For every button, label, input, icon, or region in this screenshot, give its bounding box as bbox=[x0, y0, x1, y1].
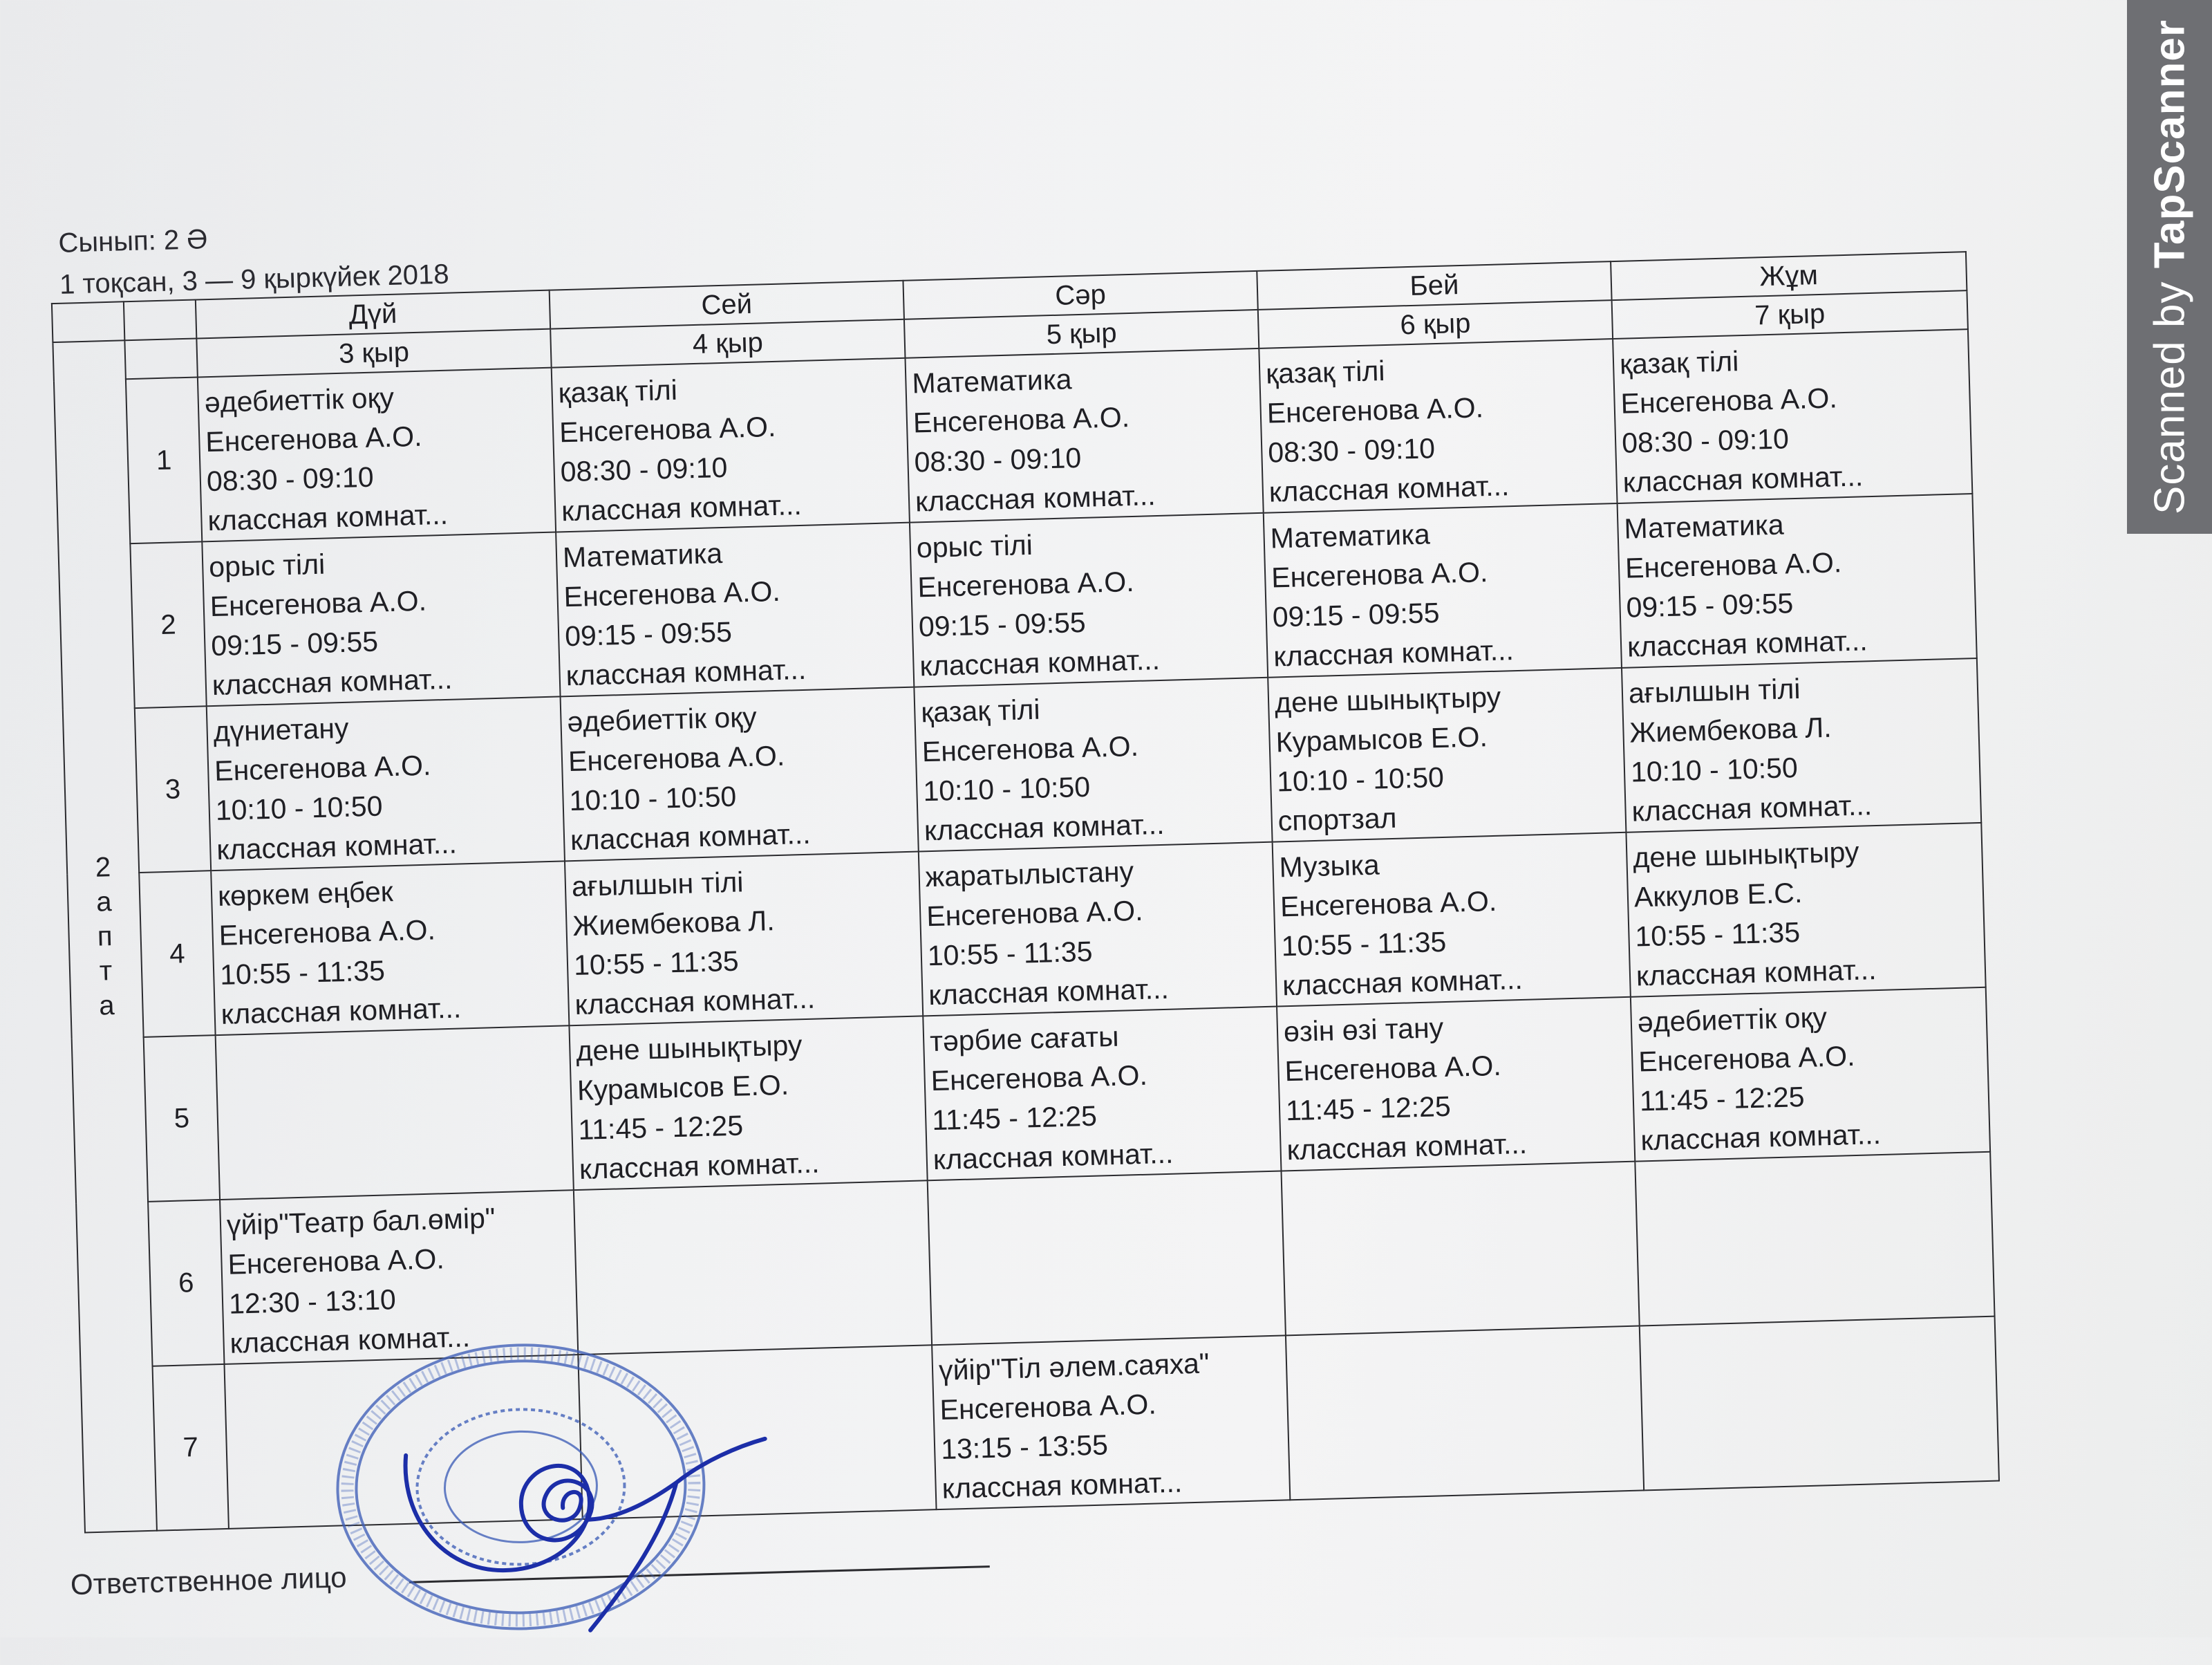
lesson-time: 10:55 - 11:35 bbox=[1281, 925, 1447, 962]
handwritten-signature bbox=[375, 1341, 784, 1643]
empty-lesson-cell bbox=[1635, 1152, 1994, 1326]
lesson-time: 10:55 - 11:35 bbox=[1634, 916, 1801, 953]
lesson-room: классная комнат... bbox=[924, 808, 1165, 847]
lesson-teacher: Енсегенова А.О. bbox=[926, 894, 1143, 933]
period-label: 1 тоқсан, 3 — 9 қыркүйек 2018 bbox=[59, 259, 450, 300]
lesson-time: 09:15 - 09:55 bbox=[564, 615, 733, 653]
lesson-subject: дене шынықтыру bbox=[575, 1029, 803, 1068]
lesson-time: 08:30 - 09:10 bbox=[560, 451, 728, 488]
lesson-room: классная комнат... bbox=[561, 488, 803, 528]
lesson-block bbox=[932, 1336, 1289, 1509]
lesson-cell-wed bbox=[905, 348, 1263, 523]
lesson-block bbox=[570, 1016, 926, 1189]
lesson-room: классная комнат... bbox=[932, 1137, 1174, 1176]
lesson-subject: қазақ тілі bbox=[558, 373, 678, 409]
week-label-char: а bbox=[95, 886, 113, 918]
lesson-cell-thu bbox=[1273, 832, 1631, 1007]
lesson-teacher: Енсегенова А.О. bbox=[568, 739, 785, 778]
lesson-room: классная комнат... bbox=[1282, 962, 1524, 1002]
lesson-teacher: Енсегенова А.О. bbox=[559, 410, 776, 449]
lesson-time: 11:45 - 12:25 bbox=[577, 1109, 744, 1146]
lesson-room: классная комнат... bbox=[1635, 954, 1877, 992]
lesson-block bbox=[1268, 669, 1625, 841]
lesson-teacher: Енсегенова А.О. bbox=[563, 575, 781, 613]
lesson-block bbox=[552, 359, 909, 532]
lesson-teacher: Енсегенова А.О. bbox=[205, 420, 423, 458]
lesson-teacher: Енсегенова А.О. bbox=[227, 1243, 445, 1281]
header-corner-cell bbox=[124, 300, 196, 341]
empty-lesson-cell bbox=[1640, 1317, 1999, 1491]
lesson-cell-tue bbox=[565, 852, 923, 1026]
lesson-time: 08:30 - 09:10 bbox=[206, 461, 375, 498]
lesson-teacher: Енсегенова А.О. bbox=[1638, 1039, 1856, 1078]
empty-lesson-cell bbox=[1281, 1162, 1639, 1336]
lesson-block bbox=[1631, 988, 1989, 1161]
lesson-block bbox=[915, 678, 1271, 851]
lesson-time: 08:30 - 09:10 bbox=[913, 441, 1082, 478]
lesson-number: 5 bbox=[144, 1035, 220, 1202]
lesson-teacher: Аккулов Е.С. bbox=[1633, 876, 1803, 913]
week-label-char: 2 bbox=[95, 852, 111, 883]
lesson-teacher: Енсегенова А.О. bbox=[209, 584, 427, 623]
week-label-char: п bbox=[97, 921, 113, 952]
lesson-subject: өзін өзі тану bbox=[1283, 1012, 1444, 1048]
day-name-mon: Дүй bbox=[196, 290, 550, 339]
lesson-subject: қазақ тілі bbox=[1619, 345, 1739, 380]
lesson-block bbox=[212, 862, 568, 1034]
lesson-room: классная комнат... bbox=[1273, 634, 1515, 673]
lesson-room: классная комнат... bbox=[928, 972, 1170, 1012]
lesson-number: 4 bbox=[139, 871, 215, 1037]
lesson-cell-mon bbox=[211, 861, 569, 1035]
lesson-room: классная комнат... bbox=[229, 1321, 471, 1359]
empty-lesson-cell bbox=[928, 1171, 1286, 1345]
lesson-subject: үйір"Театр бал.өмір" bbox=[226, 1202, 496, 1241]
lesson-block bbox=[1259, 339, 1616, 512]
lesson-teacher: Енсегенова А.О. bbox=[921, 729, 1139, 768]
lesson-subject: Математика bbox=[911, 363, 1073, 400]
lesson-number: 6 bbox=[148, 1200, 224, 1366]
lesson-subject: үйір"Тіл әлем.саяха" bbox=[938, 1347, 1210, 1386]
lesson-block bbox=[1277, 998, 1634, 1171]
lesson-subject: Математика bbox=[562, 537, 723, 574]
lesson-room: классная комнат... bbox=[216, 827, 458, 866]
week-label-char: т bbox=[99, 956, 113, 987]
lesson-time: 09:15 - 09:55 bbox=[210, 625, 379, 662]
lesson-cell-wed bbox=[923, 1007, 1281, 1181]
lesson-block bbox=[906, 349, 1263, 522]
lesson-block bbox=[1613, 330, 1971, 503]
lesson-room: классная комнат... bbox=[221, 992, 462, 1030]
lesson-subject: ағылшын тілі bbox=[571, 866, 744, 903]
lesson-cell-tue bbox=[552, 358, 910, 532]
lesson-block bbox=[203, 533, 559, 706]
lesson-subject: әдебиеттік оқу bbox=[1637, 1001, 1828, 1039]
lesson-teacher: Енсегенова А.О. bbox=[218, 913, 436, 951]
lesson-block bbox=[919, 843, 1276, 1016]
lesson-block bbox=[1622, 659, 1980, 832]
lesson-cell-tue bbox=[569, 1016, 927, 1190]
lesson-teacher: Енсегенова А.О. bbox=[1280, 884, 1497, 923]
lesson-cell-thu bbox=[1268, 668, 1626, 842]
lesson-room: классная комнат... bbox=[574, 982, 816, 1021]
lesson-block bbox=[561, 688, 918, 861]
lesson-room: спортзал bbox=[1277, 801, 1398, 837]
lesson-room: классная комнат... bbox=[1268, 469, 1510, 508]
lesson-room: классная комнат... bbox=[1631, 789, 1873, 828]
lesson-subject: қазақ тілі bbox=[920, 693, 1041, 729]
lesson-time: 10:55 - 11:35 bbox=[219, 954, 386, 991]
lesson-room: классная комнат... bbox=[212, 662, 453, 702]
lesson-cell-thu bbox=[1259, 339, 1617, 513]
lesson-cell-fri bbox=[1613, 329, 1972, 503]
day-date-mon: 3 қыр bbox=[196, 329, 551, 378]
lesson-cell-fri bbox=[1631, 987, 1990, 1162]
lesson-time: 10:55 - 11:35 bbox=[573, 945, 740, 982]
lesson-room: классная комнат... bbox=[1627, 624, 1868, 663]
lesson-teacher: Курамысов Е.О. bbox=[1275, 720, 1488, 759]
lesson-time: 10:10 - 10:50 bbox=[1276, 761, 1445, 798]
lesson-cell-mon bbox=[202, 532, 560, 707]
lesson-time: 12:30 - 13:10 bbox=[228, 1283, 397, 1320]
lesson-number: 2 bbox=[130, 541, 206, 708]
empty-lesson-cell bbox=[1286, 1326, 1644, 1500]
week-label-char: а bbox=[98, 990, 115, 1021]
lesson-teacher: Енсегенова А.О. bbox=[1266, 391, 1484, 429]
lesson-teacher: Енсегенова А.О. bbox=[1271, 556, 1488, 594]
lesson-teacher: Енсегенова А.О. bbox=[930, 1059, 1148, 1097]
lesson-cell-mon bbox=[207, 696, 565, 871]
day-date-thu: 6 қыр bbox=[1258, 300, 1613, 348]
lesson-teacher: Енсегенова А.О. bbox=[1284, 1049, 1502, 1088]
lesson-time: 11:45 - 12:25 bbox=[1285, 1090, 1452, 1127]
lesson-subject: орыс тілі bbox=[916, 528, 1033, 564]
lesson-subject: дене шынықтыру bbox=[1632, 835, 1859, 874]
header-corner-cell bbox=[124, 338, 197, 379]
lesson-teacher: Енсегенова А.О. bbox=[1624, 546, 1842, 584]
lesson-subject: жаратылыстану bbox=[925, 855, 1134, 893]
lesson-room: классная комнат... bbox=[1640, 1118, 1882, 1157]
lesson-cell-thu bbox=[1264, 503, 1622, 678]
lesson-cell-mon bbox=[198, 368, 556, 542]
lesson-teacher: Курамысов Е.О. bbox=[577, 1068, 789, 1106]
day-date-tue: 4 қыр bbox=[550, 319, 905, 368]
lesson-teacher: Енсегенова А.О. bbox=[939, 1388, 1157, 1426]
lesson-cell-fri bbox=[1622, 658, 1981, 832]
lesson-room: классная комнат... bbox=[919, 643, 1161, 682]
lesson-subject: әдебиеттік оқу bbox=[204, 381, 395, 419]
lesson-time: 11:45 - 12:25 bbox=[931, 1099, 1098, 1137]
lesson-room: классная комнат... bbox=[570, 817, 812, 857]
lesson-block bbox=[207, 697, 564, 870]
lesson-teacher: Енсегенова А.О. bbox=[917, 565, 1135, 604]
lesson-subject: дүниетану bbox=[213, 711, 349, 748]
lesson-room: классная комнат... bbox=[915, 479, 1156, 518]
lesson-time: 08:30 - 09:10 bbox=[1621, 422, 1790, 459]
lesson-number: 3 bbox=[135, 706, 211, 873]
lesson-block bbox=[1264, 504, 1621, 677]
lesson-room: классная комнат... bbox=[579, 1146, 821, 1185]
lesson-block bbox=[910, 514, 1267, 687]
day-date-wed: 5 қыр bbox=[904, 310, 1259, 358]
day-date-fri: 7 қыр bbox=[1612, 290, 1968, 339]
day-name-wed: Сәр bbox=[903, 271, 1257, 319]
lesson-time: 08:30 - 09:10 bbox=[1267, 432, 1436, 469]
lesson-time: 10:55 - 11:35 bbox=[927, 935, 1094, 972]
lesson-subject: Музыка bbox=[1278, 848, 1380, 884]
lesson-time: 11:45 - 12:25 bbox=[1639, 1080, 1806, 1117]
lesson-block bbox=[565, 853, 922, 1025]
lesson-cell-tue bbox=[556, 523, 914, 697]
lesson-block bbox=[1618, 494, 1976, 667]
scanner-watermark bbox=[2127, 0, 2212, 534]
lesson-block bbox=[1273, 833, 1630, 1006]
lesson-time: 09:15 - 09:55 bbox=[918, 606, 1087, 643]
lesson-teacher: Жиембекова Л. bbox=[572, 904, 776, 942]
lesson-subject: қазақ тілі bbox=[1265, 355, 1385, 390]
day-name-thu: Бей bbox=[1257, 261, 1611, 310]
lesson-block bbox=[556, 523, 913, 696]
day-name-fri: Жұм bbox=[1611, 252, 1967, 300]
lesson-subject: Математика bbox=[1270, 518, 1431, 555]
lesson-cell-fri bbox=[1618, 494, 1977, 668]
lesson-subject: ағылшын тілі bbox=[1628, 672, 1801, 709]
lesson-block bbox=[924, 1007, 1280, 1180]
lesson-cell-wed bbox=[910, 513, 1268, 687]
lesson-cell-wed bbox=[919, 842, 1277, 1016]
lesson-time: 10:10 - 10:50 bbox=[569, 780, 737, 817]
class-label: Сынып: 2 Ә bbox=[57, 224, 208, 259]
day-name-tue: Сей bbox=[550, 281, 904, 329]
lesson-teacher: Жиембекова Л. bbox=[1629, 711, 1833, 749]
lesson-subject: дене шынықтыру bbox=[1274, 680, 1501, 719]
lesson-room: классная комнат... bbox=[941, 1466, 1183, 1505]
lesson-subject: орыс тілі bbox=[208, 548, 326, 584]
lesson-subject: тәрбие сағаты bbox=[929, 1020, 1120, 1058]
lesson-cell-wed bbox=[932, 1335, 1290, 1509]
lesson-time: 10:10 - 10:50 bbox=[1630, 752, 1799, 788]
header-corner-cell bbox=[52, 301, 124, 342]
lesson-room: классная комнат... bbox=[207, 498, 449, 537]
lesson-subject: әдебиеттік оқу bbox=[566, 700, 758, 738]
responsible-person-label: Ответственное лицо bbox=[70, 1561, 348, 1601]
lesson-time: 09:15 - 09:55 bbox=[1272, 597, 1440, 633]
lesson-time: 13:15 - 13:55 bbox=[940, 1429, 1109, 1465]
lesson-time: 10:10 - 10:50 bbox=[922, 770, 1091, 808]
lesson-time: 09:15 - 09:55 bbox=[1626, 587, 1794, 624]
lesson-cell-thu bbox=[1277, 997, 1635, 1171]
lesson-subject: Математика bbox=[1623, 508, 1785, 545]
lesson-number: 1 bbox=[126, 377, 202, 543]
lesson-subject: көркем еңбек bbox=[217, 875, 394, 912]
lesson-cell-tue bbox=[561, 687, 919, 862]
lesson-cell-wed bbox=[914, 678, 1272, 852]
lesson-block bbox=[1627, 824, 1985, 996]
lesson-room: классная комнат... bbox=[1286, 1127, 1528, 1166]
lesson-room: классная комнат... bbox=[565, 653, 807, 692]
lesson-teacher: Енсегенова А.О. bbox=[214, 749, 431, 788]
lesson-teacher: Енсегенова А.О. bbox=[1620, 382, 1838, 420]
empty-lesson-cell bbox=[216, 1025, 574, 1200]
lesson-time: 10:10 - 10:50 bbox=[215, 790, 383, 826]
lesson-teacher: Енсегенова А.О. bbox=[912, 401, 1130, 439]
lesson-number: 7 bbox=[153, 1364, 229, 1531]
lesson-cell-fri bbox=[1626, 823, 1985, 997]
lesson-room: классная комнат... bbox=[1622, 460, 1864, 499]
scanner-watermark-text: Scanned by TapScanner bbox=[2146, 19, 2193, 514]
lesson-block bbox=[198, 369, 555, 541]
